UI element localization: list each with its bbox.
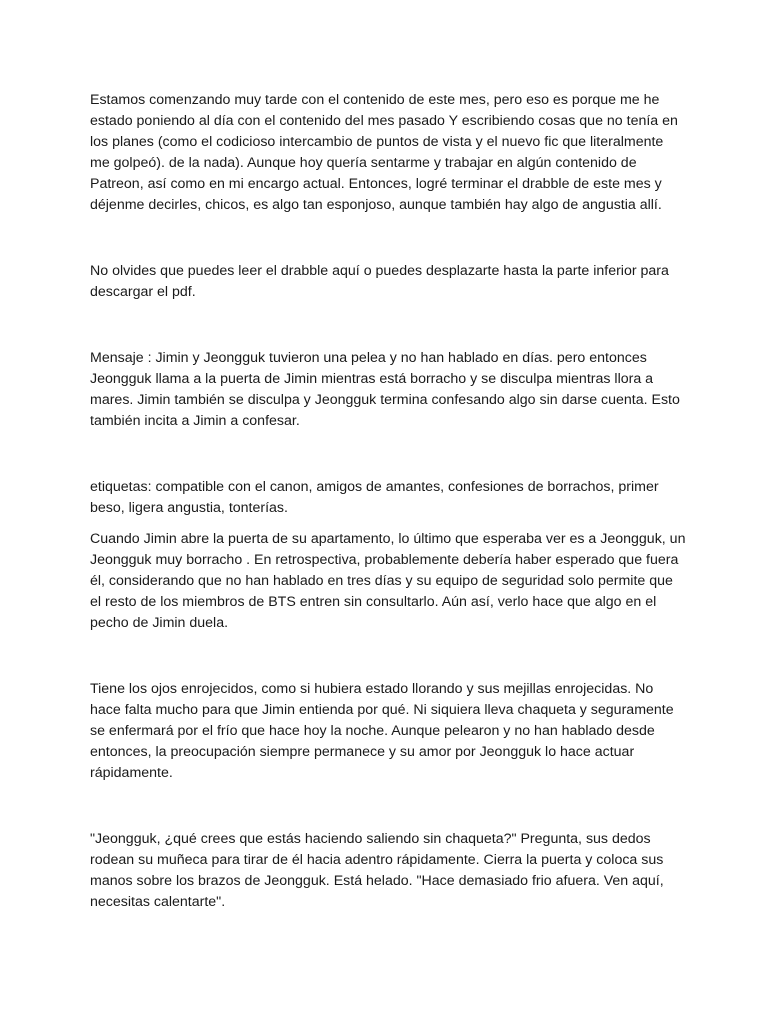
story-paragraph-2: Tiene los ojos enrojecidos, como si hubiera estado llorando y sus mejillas enrojecidas. No hace falta mucho para que Jimin entienda por qué. Ni siquiera lleva chaqueta y seguramente se enfermará por el frío que hace hoy la noche. Aunque pelearon y no han hablado desde entonces, la preocupación siempre permanece y su amor por Jeongguk lo hace actuar rápidamente. [90,681,674,781]
story-paragraph-1: Cuando Jimin abre la puerta de su apartamento, lo último que esperaba ver es a Jeongguk, un Jeongguk muy borracho . En retrospectiva, probablemente debería haber esperado que fuera él, considerando que no han hablado en tres días y su equipo de seguridad solo permite que el resto de los miembros de BTS entren sin consultarlo. Aún así, verlo hace que algo en el pecho de Jimin duela. [90,531,686,631]
intro-paragraph: Estamos comenzando muy tarde con el contenido de este mes, pero eso es porque me he estado poniendo al día con el contenido del mes pasado Y escribiendo cosas que no tenía en los planes (como el codicioso intercambio de puntos de vista y el nuevo fic que literalmente me golpeó). de la nada). Aunque hoy quería sentarme y trabajar en algún contenido de Patreon, así como en mi encargo actual. Entonces, logré terminar el drabble de este mes y déjenme decirles, chicos, es algo tan esponjoso, aunque también hay algo de angustia allí. [90,92,678,213]
prompt-paragraph: Mensaje : Jimin y Jeongguk tuvieron una pelea y no han hablado en días. pero entonces Jeongguk llama a la puerta de Jimin mientras está borracho y se disculpa mientras llora a mares. Jimin también se disculpa y Jeongguk termina confesando algo sin darse cuenta. Esto también incita a Jimin a confesar. [90,350,680,429]
document-body [90,90,686,913]
tags-paragraph: etiquetas: compatible con el canon, amigos de amantes, confesiones de borrachos, primer beso, ligera angustia, tonterías. [90,479,659,516]
reading-note-paragraph: No olvides que puedes leer el drabble aquí o puedes desplazarte hasta la parte inferior para descargar el pdf. [90,263,669,300]
story-paragraph-3: "Jeongguk, ¿qué crees que estás haciendo saliendo sin chaqueta?" Pregunta, sus dedos rodean su muñeca para tirar de él hacia adentro rápidamente. Cierra la puerta y coloca sus manos sobre los brazos de Jeongguk. Está helado. "Hace demasiado frio afuera. Ven aquí, necesitas calentarte". [90,831,664,910]
